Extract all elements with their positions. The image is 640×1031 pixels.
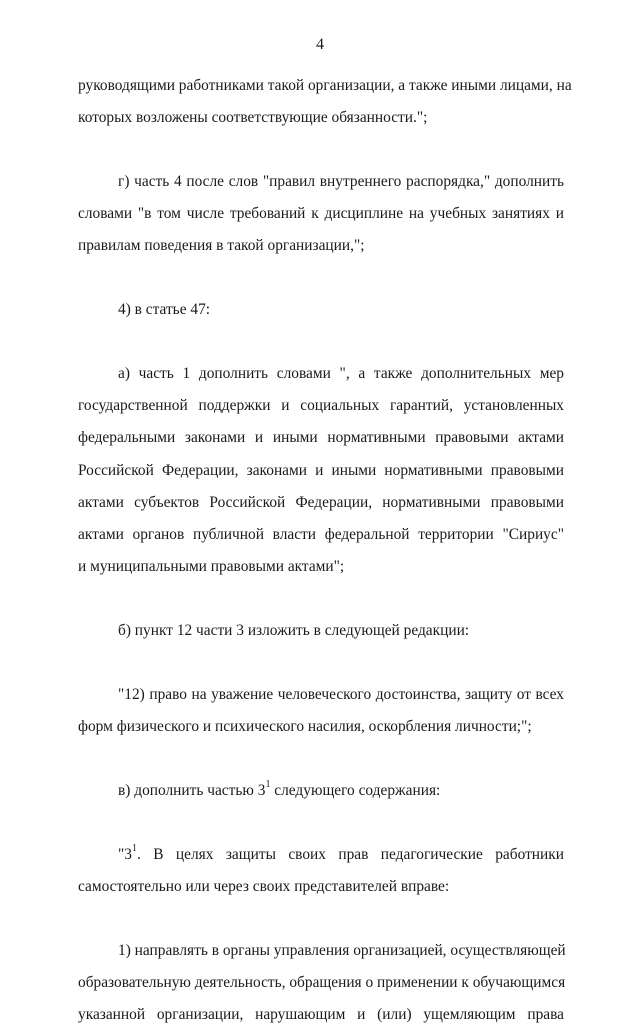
text-line: государственной поддержки и социальных гарантий, установленных <box>78 397 564 415</box>
document-body <box>78 70 572 1031</box>
text-fragment: . В целях защиты своих прав педагогические работники <box>136 845 564 863</box>
paragraph-gap <box>78 647 564 679</box>
page-number: 4 <box>316 36 324 53</box>
text-line: форм физического и психического насилия, оскорбления личности;"; <box>78 717 532 735</box>
text-line: правилам поведения в такой организации,"; <box>78 237 365 255</box>
superscript: 1 <box>265 778 271 790</box>
text-line: 1) направлять в органы управления организацией, осуществляющей <box>118 941 566 959</box>
text-line: самостоятельно или через своих представителей вправе: <box>78 877 450 895</box>
text-line: которых возложены соответствующие обязанности."; <box>78 109 428 127</box>
paragraph-gap <box>78 743 564 775</box>
paragraph-gap <box>78 903 564 935</box>
text-fragment: "3 <box>118 845 132 863</box>
text-line: 4) в статье 47: <box>118 301 211 319</box>
text-line: словами "в том числе требований к дисциплине на учебных занятиях и <box>78 205 564 223</box>
paragraph-gap <box>78 807 564 839</box>
text-line: "12) право на уважение человеческого достоинства, защиту от всех <box>118 685 564 703</box>
text-line: указанной организации, нарушающим и (или) ущемляющим права <box>78 1006 564 1024</box>
text-line: актами органов публичной власти федеральной территории "Сириус" <box>78 525 564 543</box>
text-line: руководящими работниками такой организации, а также иными лицами, на <box>78 77 572 94</box>
text-line: Российской Федерации, законами и иными нормативными правовыми <box>78 461 564 479</box>
text-fragment: в) дополнить частью 3 <box>118 781 266 799</box>
text-line: актами субъектов Российской Федерации, нормативными правовыми <box>78 493 564 511</box>
text-line <box>78 775 564 807</box>
text-line: г) часть 4 после слов "правил внутреннего распорядка," дополнить <box>118 173 564 191</box>
text-line: а) часть 1 дополнить словами ", а также дополнительных мер <box>118 365 564 383</box>
text-line: б) пункт 12 части 3 изложить в следующей редакции: <box>118 621 470 639</box>
paragraph-gap <box>78 134 564 166</box>
text-fragment: следующего содержания: <box>270 781 441 799</box>
text-line: образовательную деятельность, обращения о применении к обучающимся <box>78 974 566 991</box>
text-line: и муниципальными правовыми актами"; <box>78 557 345 575</box>
paragraph-gap <box>78 326 564 358</box>
text-line <box>78 839 564 871</box>
paragraph-gap <box>78 583 564 615</box>
text-line: федеральными законами и иными нормативными правовыми актами <box>78 429 564 447</box>
paragraph-gap <box>78 262 564 294</box>
superscript: 1 <box>131 842 137 854</box>
